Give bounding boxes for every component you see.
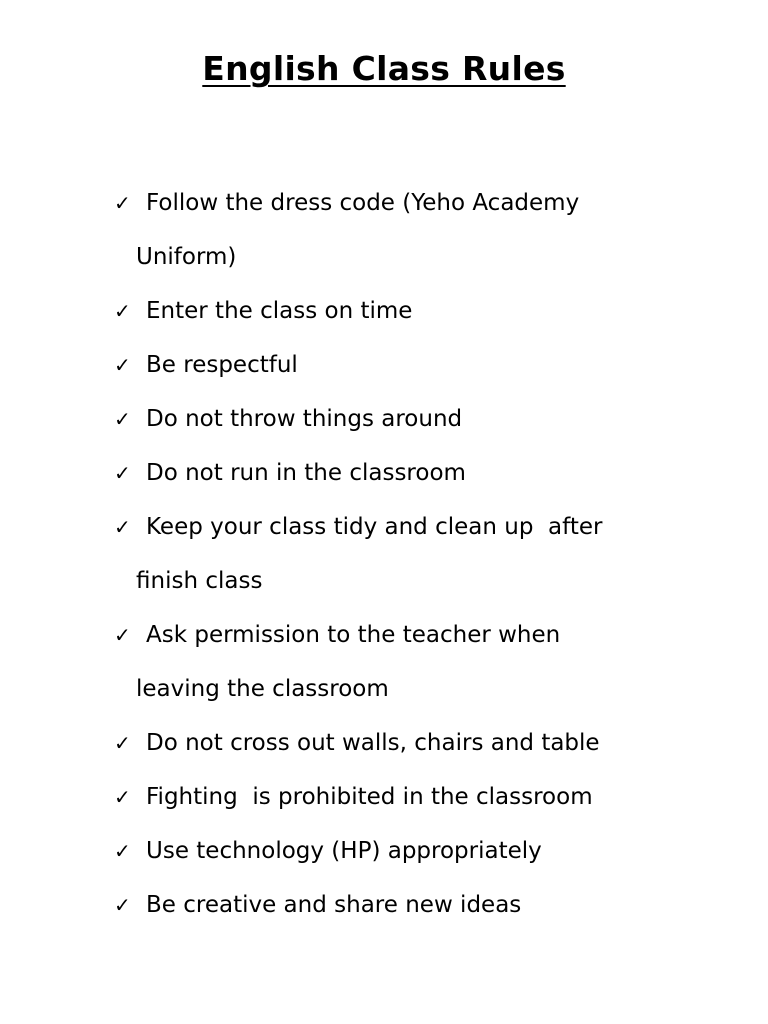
page-title-text: English Class Rules [202,49,566,88]
rule-text: Keep your class tidy and clean up after [146,514,603,540]
check-icon: ✓ [114,353,131,377]
page-title [0,46,768,92]
rule-text-continued: leaving the classroom [136,676,389,702]
rule-text: Do not run in the classroom [146,460,466,486]
check-icon: ✓ [114,191,131,215]
check-icon: ✓ [114,515,131,539]
check-icon: ✓ [114,461,131,485]
list-item [112,770,712,824]
rules-list [112,176,712,932]
check-icon: ✓ [114,407,131,431]
check-icon: ✓ [114,893,131,917]
rule-text: Enter the class on time [146,298,413,324]
rule-text: Use technology (HP) appropriately [146,838,542,864]
rule-text: Ask permission to the teacher when [146,622,561,648]
rule-text: Be creative and share new ideas [146,892,522,918]
list-item [112,824,712,878]
list-item [112,608,712,716]
rule-text: Do not throw things around [146,406,463,432]
check-icon: ✓ [114,731,131,755]
list-item [112,878,712,932]
list-item [112,176,712,284]
rule-text: Do not cross out walls, chairs and table [146,730,600,756]
list-item [112,716,712,770]
list-item [112,392,712,446]
check-icon: ✓ [114,623,131,647]
check-icon: ✓ [114,299,131,323]
rule-text: Be respectful [146,352,298,378]
rule-text-continued: finish class [136,568,263,594]
list-item [112,284,712,338]
rule-text: Follow the dress code (Yeho Academy [146,190,580,216]
list-item [112,338,712,392]
list-item [112,500,712,608]
rule-text: Fighting is prohibited in the classroom [146,784,593,810]
check-icon: ✓ [114,839,131,863]
check-icon: ✓ [114,785,131,809]
list-item [112,446,712,500]
rule-text-continued: Uniform) [136,244,237,270]
